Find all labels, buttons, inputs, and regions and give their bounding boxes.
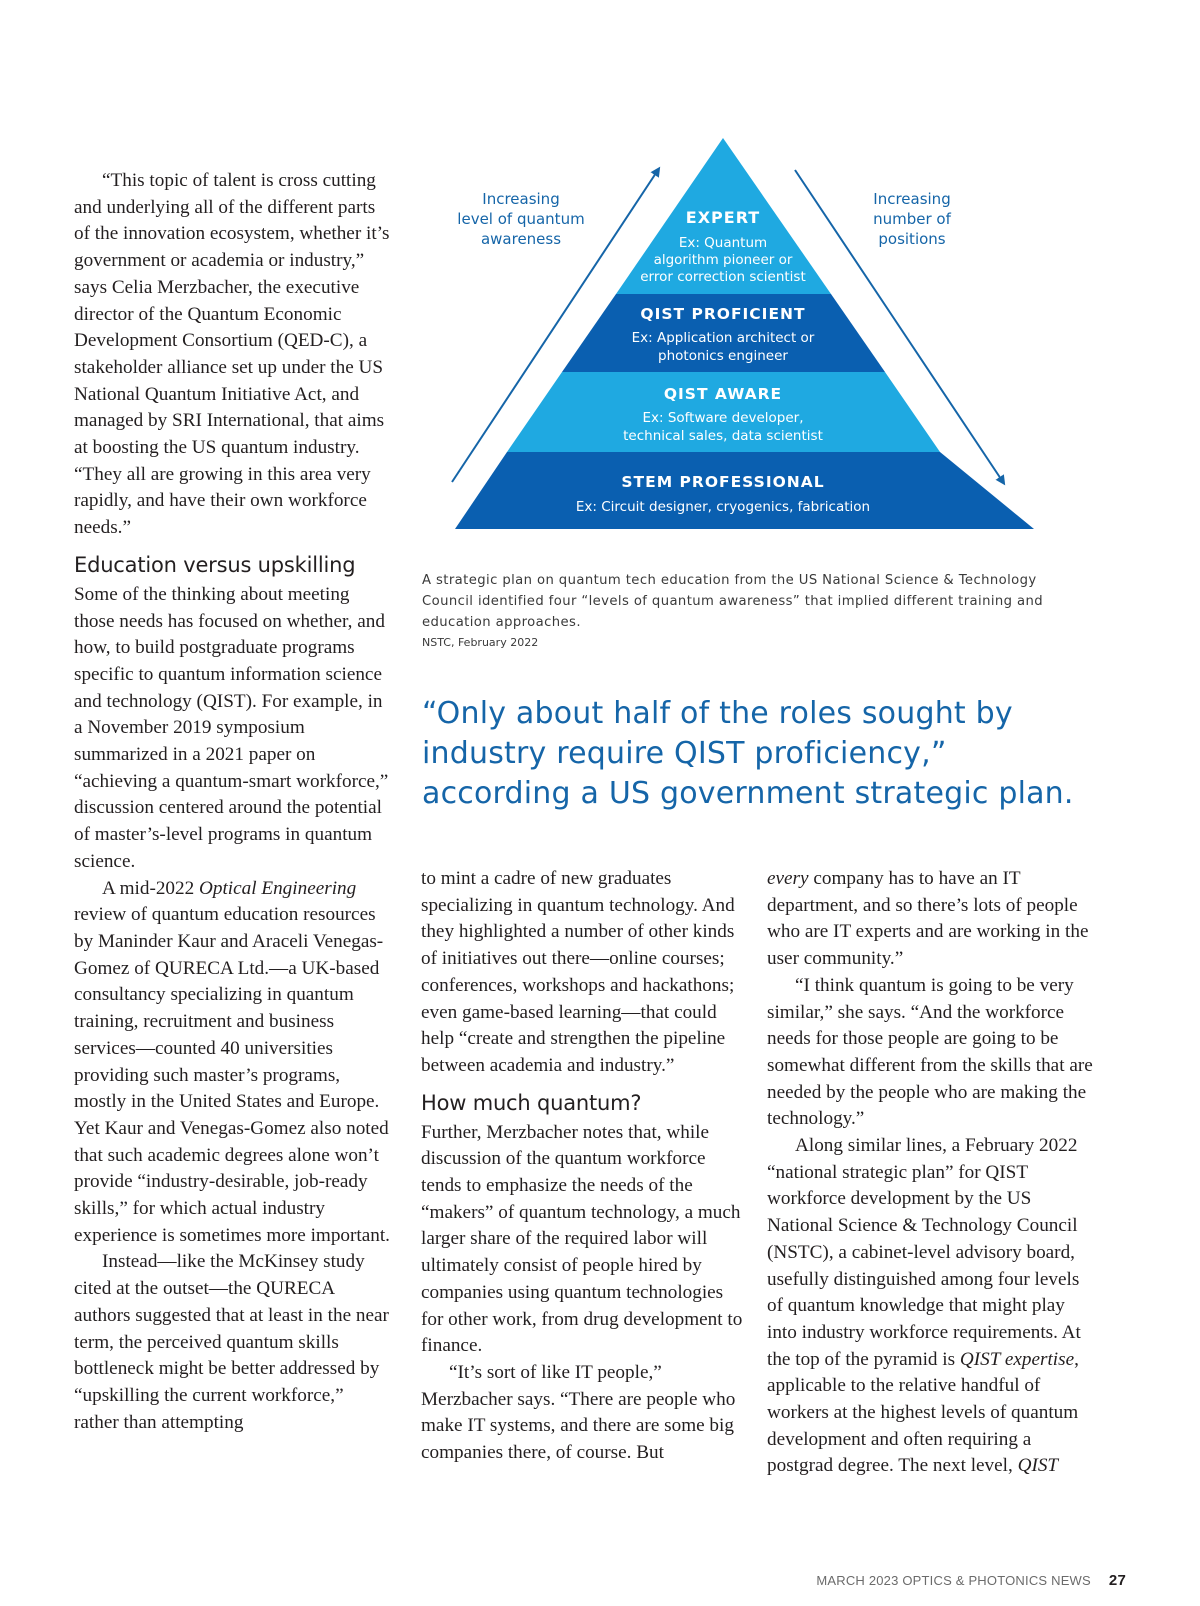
tier-example-line: algorithm pioneer or: [653, 252, 793, 268]
left-label-line: awareness: [480, 230, 562, 248]
tier-example-line: Ex: Software developer,: [642, 410, 804, 426]
issue-label: MARCH 2023 OPTICS & PHOTONICS NEWS: [816, 1573, 1091, 1588]
page-footer: [816, 1572, 1126, 1589]
emphasis: QIST: [1017, 1455, 1059, 1477]
emphasis: every: [767, 868, 809, 889]
left-label-line: level of quantum: [457, 210, 585, 228]
right-label-line: Increasing: [873, 190, 951, 208]
tier-title-proficient: QIST PROFICIENT: [640, 305, 806, 323]
article-column-3: [767, 866, 1097, 1480]
paragraph: Instead—like the McKinsey study cited at the outset—the QURECA authors suggested that at least in the near term, the perceived quantum skills bottleneck might be better addressed by “upskilling the current workforce,” rather than attempting: [74, 1251, 389, 1433]
emphasis: QIST expertise: [959, 1348, 1075, 1370]
paragraph-text: , applicable to the relative handful of workers at the highest levels of quantum development and often requiring a postgrad degree. The next level,: [767, 1348, 1079, 1477]
tier-title-expert: EXPERT: [685, 208, 761, 227]
tier-title-stem: STEM PROFESSIONAL: [621, 473, 825, 491]
pull-quote: “Only about half of the roles sought by industry require QIST proficiency,” according a US government strategic plan.: [422, 696, 1074, 811]
section-heading: How much quantum?: [421, 1090, 642, 1115]
paragraph-text: Along similar lines, a February 2022 “national strategic plan” for QIST workforce development by the US National Science & Technology Council (NSTC), a cabinet-level advisory board, usefully distinguished among four levels of quantum knowledge that might play into industry workforce requirements. At the top of the pyramid is: [767, 1135, 1081, 1370]
tier-example-line: technical sales, data scientist: [623, 428, 823, 444]
paragraph: “This topic of talent is cross cutting and underlying all of the different parts of the innovation ecosystem, whether it’s government or academia or industry,” says Celia Merzbacher, the executive director of the Quantum Economic Development Consortium (QED-C), a stakeholder alliance set up under the US National Quantum Initiative Act, and managed by SRI International, that aims at boosting the US quantum industry. “They all are growing in this area very rapidly, and have their own workforce needs.”: [74, 170, 390, 539]
paragraph: [767, 1133, 1097, 1480]
paragraph-text: A mid-2022: [102, 877, 200, 899]
article-column-1: [74, 168, 392, 1436]
tier-title-aware: QIST AWARE: [663, 385, 783, 403]
figure-credit: NSTC, February 2022: [422, 636, 539, 649]
tier-example-line: Ex: Circuit designer, cryogenics, fabrication: [575, 499, 871, 515]
paragraph: Further, Merzbacher notes that, while discussion of the quantum workforce tends to emphasize the needs of the “makers” of quantum technology, a much larger share of the required labor will ultimately consist of people hired by companies using quantum technologies for other work, from drug development to finance.: [421, 1121, 743, 1357]
pyramid-figure: [440, 130, 1060, 562]
right-label-line: positions: [878, 230, 946, 248]
paragraph-text: review of quantum education resources by Maninder Kaur and Araceli Venegas-Gomez of QURECA Ltd.—a UK-based consultancy specializing in quantum training, recruitment and business services—counted 40 universities providing such master’s programs, mostly in the United States and Europe. Yet Kaur and Venegas-Gomez also noted that such academic degrees alone won’t provide “industry-desirable, job-ready skills,” for which actual industry experience is sometimes more important.: [74, 904, 390, 1246]
left-label-line: Increasing: [482, 190, 560, 208]
article-column-2: [421, 866, 746, 1467]
section-heading: Education versus upskilling: [74, 552, 356, 577]
paragraph: “I think quantum is going to be very similar,” she says. “And the workforce needs for those people are going to be somewhat different from the skills that are needed by the people who are making the technology.”: [767, 974, 1093, 1130]
page-number: 27: [1108, 1572, 1126, 1589]
tier-example-line: photonics engineer: [658, 348, 788, 364]
paragraph: Some of the thinking about meeting those needs has focused on whether, and how, to build postgraduate programs specific to quantum information science and technology (QIST). For example, in a November 2019 symposium summarized in a 2021 paper on “achieving a quantum-smart workforce,” discussion centered around the potential of master’s-level programs in quantum science.: [74, 583, 389, 872]
journal-title: Optical Engineering: [199, 877, 357, 899]
paragraph: [74, 876, 392, 1250]
paragraph: “It’s sort of like IT people,” Merzbacher says. “There are people who make IT systems, and there are some big companies there, of course. But: [421, 1361, 736, 1464]
paragraph: to mint a cadre of new graduates specializing in quantum technology. And they highlighted a number of other kinds of initiatives out there—online courses; conferences, workshops and hackathons; even game-based learning—that could help “create and strengthen the pipeline between academia and industry.”: [421, 868, 735, 1076]
tier-example-line: error correction scientist: [640, 269, 806, 285]
figure-caption: A strategic plan on quantum tech education from the US National Science & Technology Council identified four “levels of quantum awareness” that implied different training and education approaches.: [422, 573, 1044, 630]
paragraph: [767, 866, 1097, 973]
tier-example-line: Ex: Application architect or: [631, 330, 815, 346]
tier-example-line: Ex: Quantum: [678, 235, 768, 251]
right-label-line: number of: [873, 210, 951, 228]
paragraph-text: company has to have an IT department, and so there’s lots of people who are IT experts and are working in the user community.”: [767, 868, 1089, 970]
